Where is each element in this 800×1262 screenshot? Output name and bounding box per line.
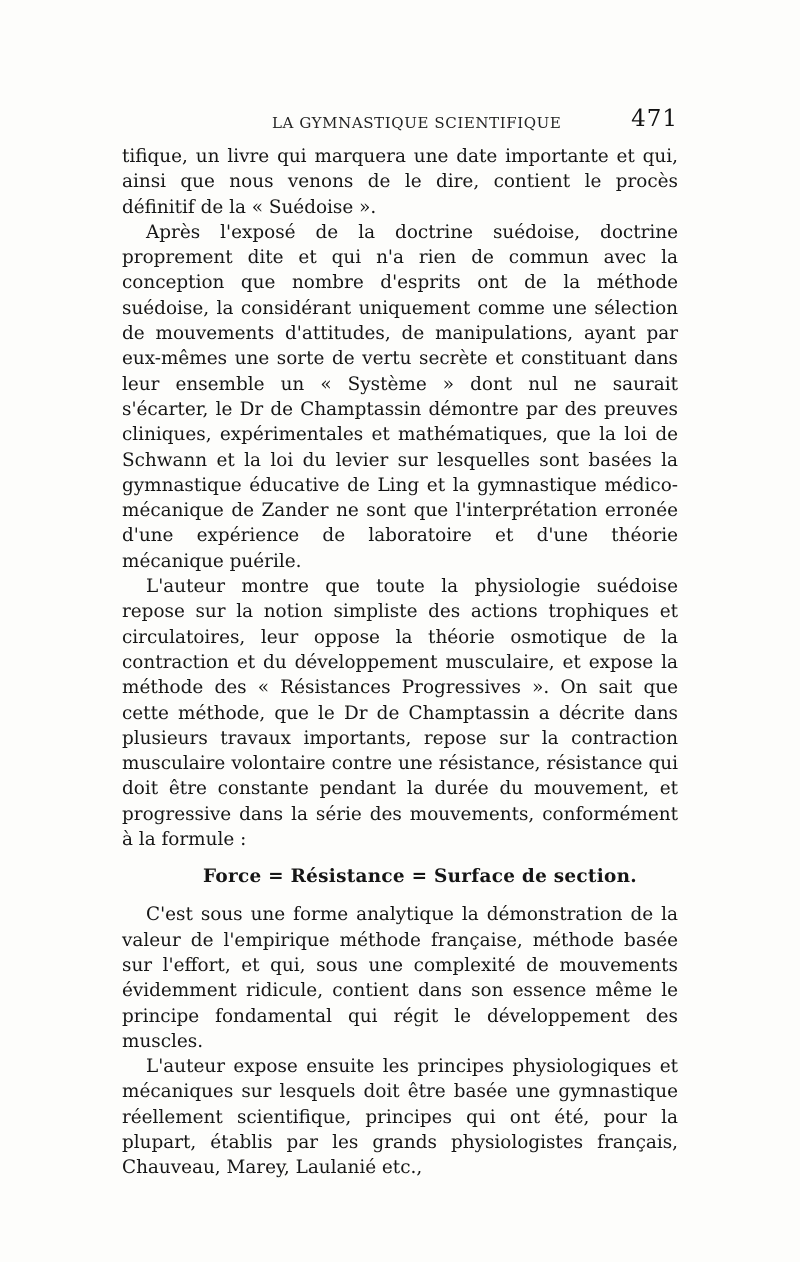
paragraph-continuation: tifique, un livre qui marquera une date importante et qui, ainsi que nous venons de le dire, contient le procès définitif de la « Suédoise ». [122,146,678,218]
formula: Force = Résistance = Surface de section. [203,866,637,888]
header-title: LA GYMNASTIQUE SCIENTIFIQUE [272,114,562,132]
paragraph-french-method: C'est sous une forme analytique la démonstration de la valeur de l'empirique méthode française, méthode basée sur l'effort, et qui, sous une complexité de mouvements évidemment ridicule, contient dans son essence même le principe fondamental qui régit le développement des muscles. [122,904,678,1052]
paragraph-progressive-resistance: L'auteur montre que toute la physiologie suédoise repose sur la notion simpliste des actions trophiques et circulatoires, leur oppose la théorie osmotique de la contraction et du développement musculaire, et expose la méthode des « Résistances Progressives ». On sait que cette méthode, que le Dr de Champtassin a décrite dans plusieurs travaux importants, repose sur la contraction musculaire volontaire contre une résistance, résistance qui doit être constante pendant la durée du mouvement, et progressive dans la série des mouvements, conformément à la formule : [122,576,678,851]
running-header [122,104,678,144]
page-number: 471 [631,106,678,132]
book-page [122,104,678,1181]
paragraph-physiological-principles: L'auteur expose ensuite les principes physiologiques et mécaniques sur lesquels doit être basée une gymnastique réellement scientifique, principes qui ont été, pour la plupart, établis par les grands physiologistes français, Chauveau, Marey, Laulanié etc., [122,1056,678,1179]
paragraph-swedish-doctrine: Après l'exposé de la doctrine suédoise, doctrine proprement dite et qui n'a rien de commun avec la conception que nombre d'esprits ont de la méthode suédoise, la considérant uniquement comme une sélection de mouvements d'attitudes, de manipulations, ayant par eux-mêmes une sorte de vertu secrète et constituant dans leur ensemble un « Système » dont nul ne saurait s'écarter, le Dr de Champtassin démontre par des preuves cliniques, expérimentales et mathématiques, que la loi de Schwann et la loi du levier sur lesquelles sont basées la gymnastique éducative de Ling et la gymnastique médico-mécanique de Zander ne sont que l'interprétation erronée d'une expérience de laboratoire et d'une théorie mécanique puérile. [122,221,678,572]
